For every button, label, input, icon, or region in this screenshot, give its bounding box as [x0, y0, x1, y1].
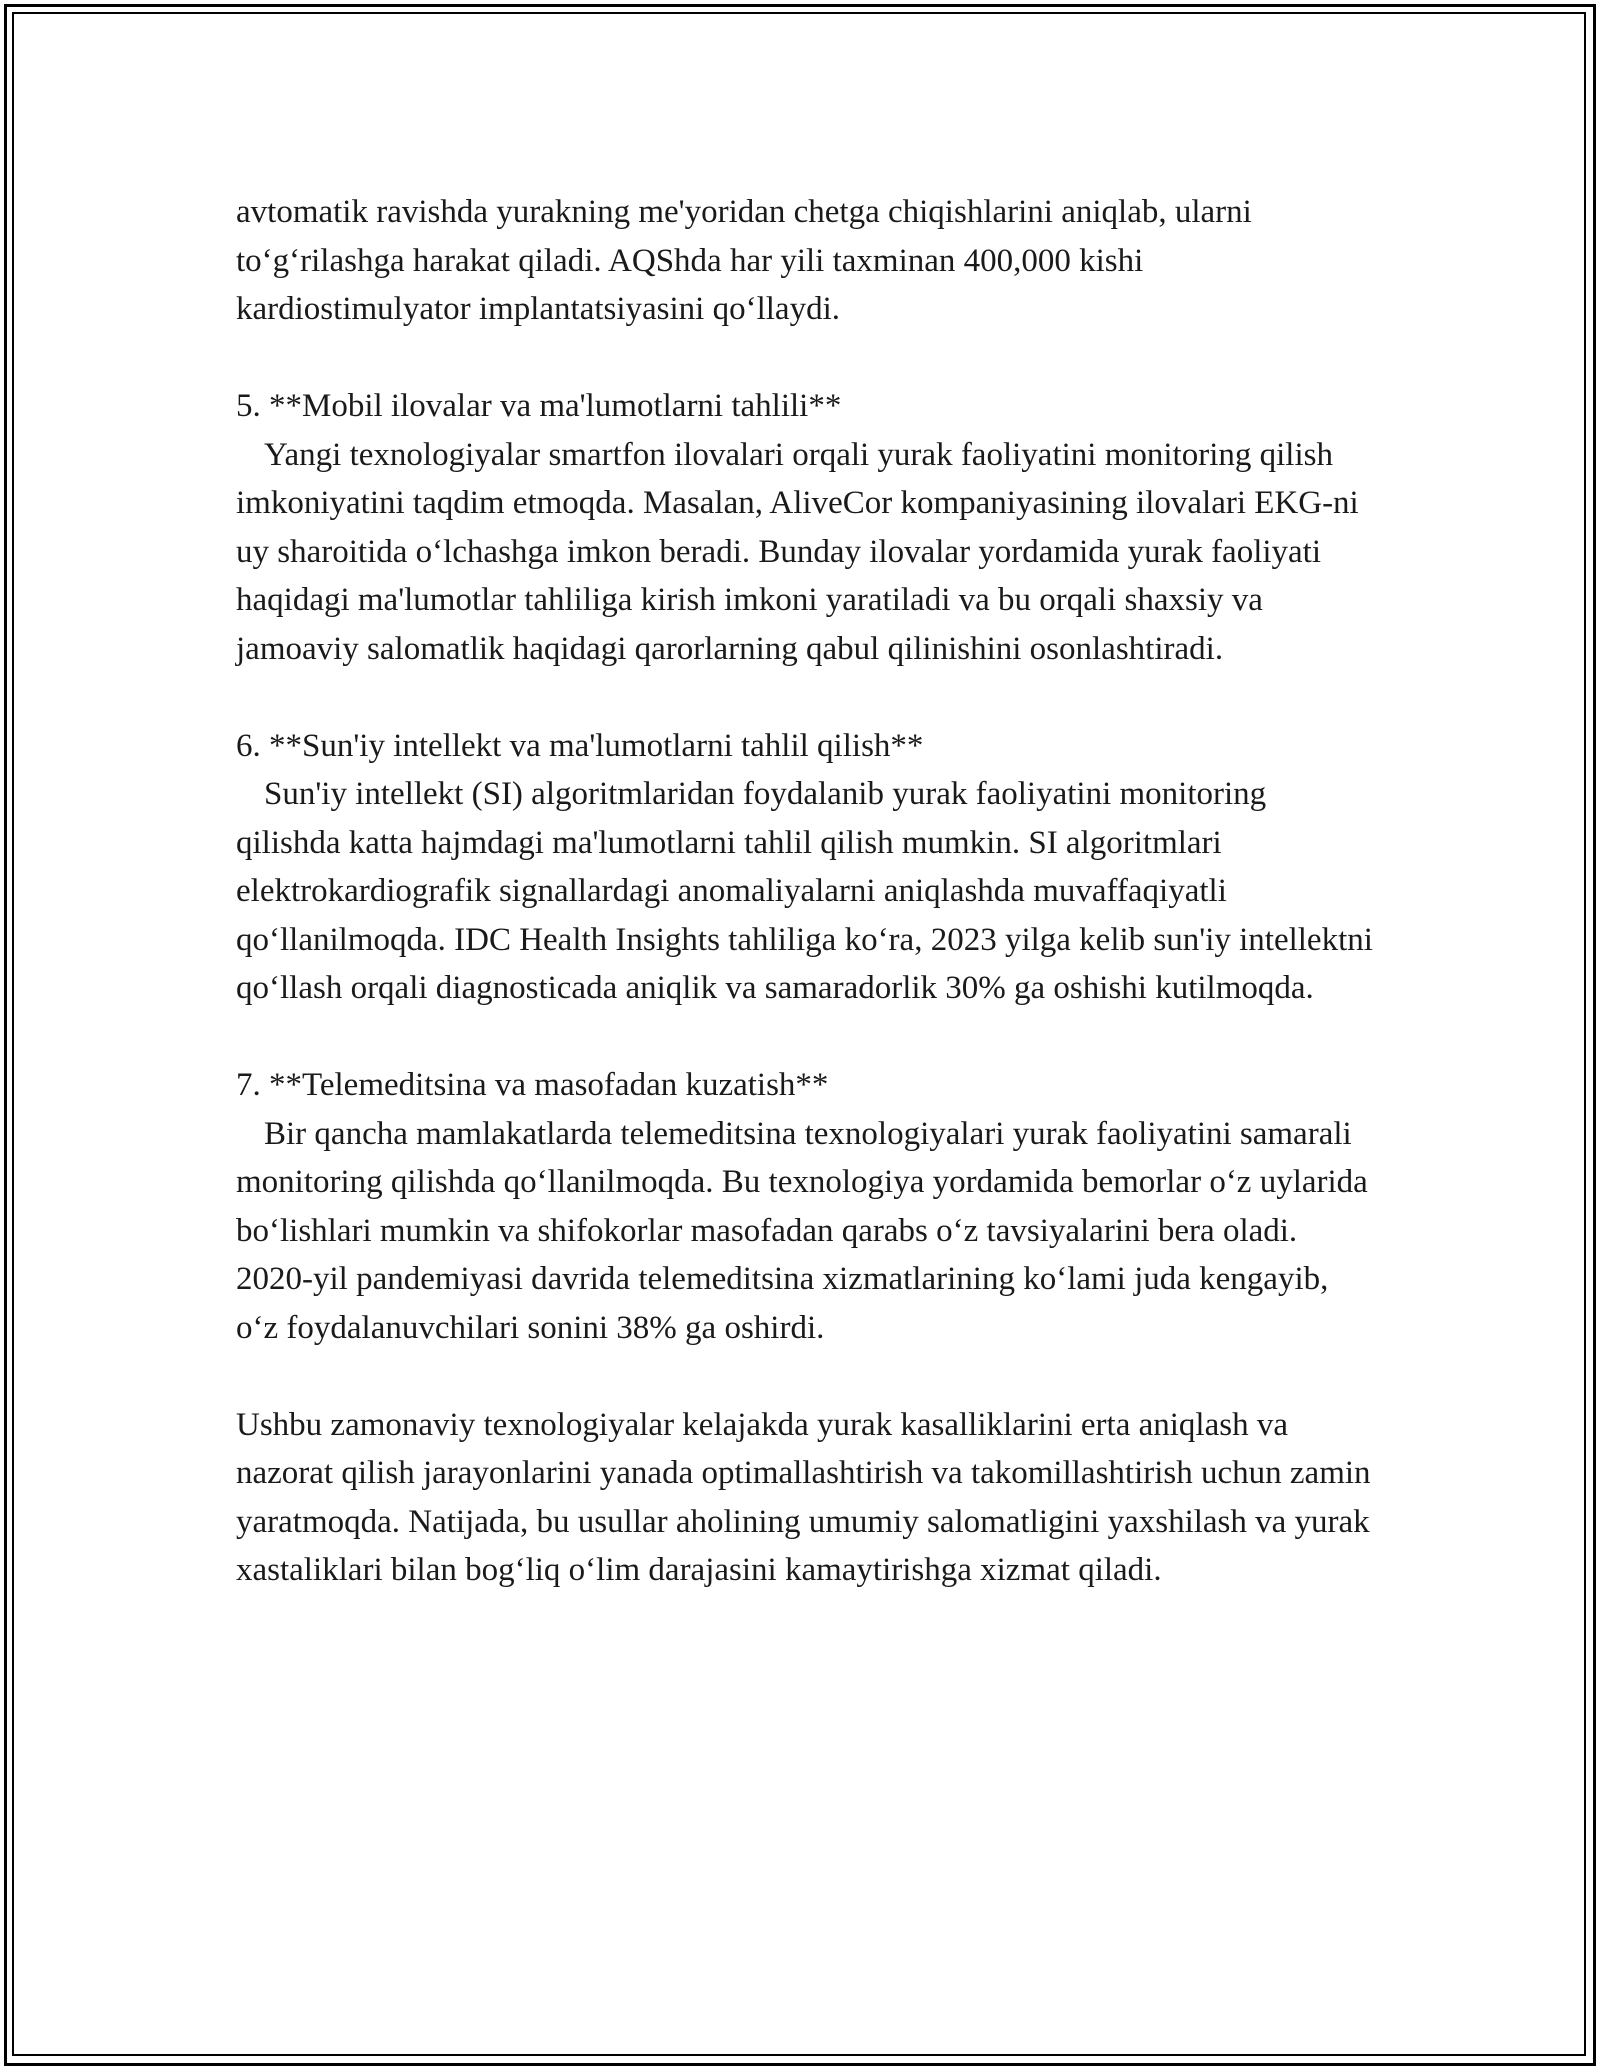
section-body-6: Sun'iy intellekt (SI) algoritmlaridan foydalanib yurak faoliyatini monitoring qilishda katta hajmdagi ma'lumotlarni tahlil qilish mumkin. SI algoritmlari elektrokardiografik signallardagi anomaliyalarni aniqlashda muvaffaqiyatli qo‘llanilmoqda. IDC Health Insights tahliliga ko‘ra, 2023 yilga kelib sun'iy intellektni qo‘llash orqali diagnosticada aniqlik va samaradorlik 30% ga oshishi kutilmoqda.: [236, 776, 1373, 1006]
section-body-5: Yangi texnologiyalar smartfon ilovalari orqali yurak faoliyatini monitoring qilish imkoniyatini taqdim etmoqda. Masalan, AliveCor kompaniyasining ilovalari EKG-ni uy sharoitida o‘lchashga imkon beradi. Bunday ilovalar yordamida yurak faoliyati haqidagi ma'lumotlar tahliliga kirish imkoni yaratiladi va bu orqali shaxsiy va jamoaviy salomatlik haqidagi qarorlarning qabul qilinishini osonlashtiradi.: [236, 436, 1359, 667]
section-body-7: Bir qancha mamlakatlarda telemeditsina texnologiyalari yurak faoliyatini samarali monitoring qilishda qo‘llanilmoqda. Bu texnologiya yordamida bemorlar o‘z uylarida bo‘lishlari mumkin va shifokorlar masofadan qarabs o‘z tavsiyalarini bera oladi. 2020-yil pandemiyasi davrida telemeditsina xizmatlarining ko‘lami juda kengayib, o‘z foydalanuvchilari sonini 38% ga oshirdi.: [236, 1115, 1368, 1346]
closing-paragraph: Ushbu zamonaviy texnologiyalar kelajakda yurak kasalliklarini erta aniqlash va nazorat qilish jarayonlarini yanada optimallashtirish va takomillashtirish uchun zamin yaratmoqda. Natijada, bu usullar aholining umumiy salomatligini yaxshilash va yurak xastaliklari bilan bog‘liq o‘lim darajasini kamaytirishga xizmat qiladi.: [236, 1406, 1371, 1588]
section-heading-7: 7. **Telemeditsina va masofadan kuzatish**: [236, 1067, 829, 1103]
section-heading-6: 6. **Sun'iy intellekt va ma'lumotlarni tahlil qilish**: [236, 727, 924, 764]
document-body: [236, 188, 1376, 1595]
intro-paragraph: avtomatik ravishda yurakning me'yoridan chetga chiqishlarini aniqlab, ularni to‘g‘rilashga harakat qiladi. AQShda har yili taxminan 400,000 kishi kardiostimulyator implantatsiyasini qo‘llaydi.: [236, 194, 1252, 327]
section-heading-5: 5. **Mobil ilovalar va ma'lumotlarni tahlili**: [236, 388, 842, 424]
